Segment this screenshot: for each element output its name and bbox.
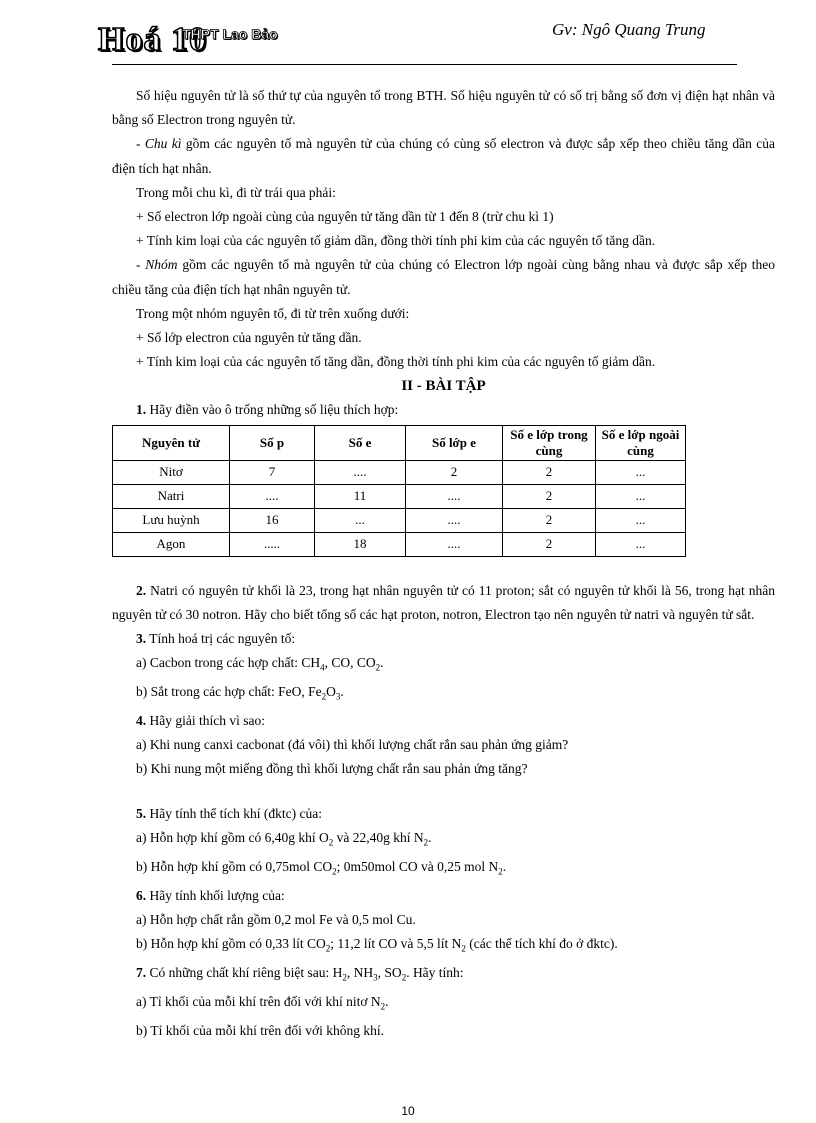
col-header: Số e lớp trong cùng [503,425,596,460]
table-cell: Lưu huỳnh [113,508,230,532]
table-cell: 2 [503,484,596,508]
q4-part-a: a) Khi nung canxi cacbonat (đá vôi) thì khối lượng chất rắn sau phản ứng giảm? [136,737,569,753]
nhom-definition: gồm các nguyên tố mà nguyên tử của chúng có Electron lớp ngoài cùng bằng nhau và được sắp xếp theo chiều tăng của điện tích hạt nhân nguyên tử. [112,257,775,297]
table-cell: ... [315,508,406,532]
col-header: Số lớp e [406,425,503,460]
q7-number: 7. [136,964,147,980]
atom-table [112,425,686,557]
col-header: Số p [230,425,315,460]
q6-text: Hãy tính khối lượng của: [146,887,285,903]
table-cell: .... [406,484,503,508]
group-intro: Trong một nhóm nguyên tố, đi từ trên xuống dưới: [136,305,410,321]
q3-text: Tính hoá trị các nguyên tố: [146,631,296,647]
q4-part-b: b) Khi nung một miếng đồng thì khối lượng chất rắn sau phản ứng tăng? [136,761,528,777]
q7-text-pre: Có những chất khí riêng biệt sau: [146,964,333,980]
q5-part-a: a) Hỗn hợp khí gồm có 6,40g khí $O_2$ và 22,40g khí $N_2$. [136,829,432,848]
school-name: THPT Lao Bảo [182,26,278,42]
table-cell: Nitơ [113,460,230,484]
table-cell: 16 [230,508,315,532]
logo-title: Hoá 10 [98,21,207,58]
q4-text: Hãy giải thích vì sao: [146,713,265,729]
q6-number: 6. [136,887,147,903]
table-cell: .... [315,460,406,484]
q2-text: Natri có nguyên tử khối là 23, trong hạt nhân nguyên tử có 11 proton; sắt có nguyên tử khối là 56, trong hạt nhân nguyên tử có 30 notron. Hãy cho biết tổng số các hạt proton, notron, Electron tạo nên nguyên tử natri và nguyên tử sắt. [112,582,775,622]
q5-number: 5. [136,805,147,821]
table-cell: 7 [230,460,315,484]
table-cell: ..... [230,532,315,556]
theory-atomic-number: Số hiệu nguyên tử là số thứ tự của nguyên tố trong BTH. Số hiệu nguyên tử có số trị bằng số đơn vị điện hạt nhân và bằng số Electron trong nguyên tử. [112,88,775,128]
teacher-name: Gv: Ngô Quang Trung [552,20,706,39]
q2-number: 2. [136,582,147,598]
period-rule-2: + Tính kim loại của các nguyên tố giảm dần, đồng thời tính phi kim của các nguyên tố tăng dần. [136,233,656,249]
q7-text-post: . Hãy tính: [406,964,464,980]
q3-a-text: a) Cacbon trong các hợp chất: [136,655,302,671]
term-chu-ki: - Chu kì [136,136,182,152]
q6-b-mid: ; 11,2 lít CO và 5,5 lít [330,936,452,952]
table-row [113,460,686,484]
q5-b-mid: ; 0m50mol CO và 0,25 mol [336,858,489,874]
table-header-row [113,425,686,460]
q7-a-pre: a) Tỉ khối của mỗi khí trên đối với khí nitơ [136,993,371,1009]
table-cell: 11 [315,484,406,508]
group-rule-2: + Tính kim loại của các nguyên tố tăng dần, đồng thời tính phi kim của các nguyên tố giảm dần. [136,354,656,370]
q7-part-a: a) Tỉ khối của mỗi khí trên đối với khí nitơ $N_2$. [136,993,389,1012]
question-2 [112,579,775,627]
table-cell: .... [230,484,315,508]
table-cell: .... [406,532,503,556]
table-cell: 2 [503,460,596,484]
col-header: Nguyên tử [113,425,230,460]
period-rule-1: + Số electron lớp ngoài cùng của nguyên tử tăng dần từ 1 đến 8 (trừ chu kì 1) [136,209,554,225]
table-cell: ... [596,484,686,508]
spacer [112,782,775,802]
spacer [112,557,775,579]
table-cell: 2 [503,532,596,556]
term-nhom: - Nhóm [136,257,178,273]
question-6 [112,884,775,908]
q6-b-pre: b) Hỗn hợp khí gồm có 0,33 lít [136,936,308,952]
q3-b-text: b) Sắt trong các hợp chất: [136,684,279,700]
q5-a-mid: và 22,40g khí [333,829,414,845]
q1-number: 1. [136,402,147,418]
q6-part-b: b) Hỗn hợp khí gồm có 0,33 lít $CO_2$; 11,2 lít CO và 5,5 lít $N_2$ (các thể tích khí đo ở đktc). [136,936,618,954]
table-row [113,508,686,532]
q5-part-b: b) Hỗn hợp khí gồm có 0,75mol $CO_2$; 0m50mol CO và 0,25 mol $N_2$. [136,858,507,877]
table-cell: 2 [503,508,596,532]
table-row [113,532,686,556]
q1-text: Hãy điền vào ô trống những số liệu thích hợp: [146,402,399,418]
col-header: Số e lớp ngoài cùng [596,425,686,460]
q3-part-b: b) Sắt trong các hợp chất: FeO, $Fe_2O_3$. [136,684,344,702]
col-header: Số e [315,425,406,460]
q3-number: 3. [136,631,147,647]
table-cell: Natri [113,484,230,508]
page-number: 10 [401,1104,415,1118]
table-cell: ... [596,532,686,556]
table-cell: 2 [406,460,503,484]
q7-part-b: b) Tỉ khối của mỗi khí trên đối với không khí. [136,1022,384,1038]
q5-a-pre: a) Hỗn hợp khí gồm có 6,40g khí [136,829,319,845]
period-intro: Trong mỗi chu kì, đi từ trái qua phải: [136,184,336,200]
question-4 [112,709,775,733]
table-cell: ... [596,508,686,532]
question-1 [112,398,775,422]
header-divider [112,64,737,65]
table-cell: ... [596,460,686,484]
q4-number: 4. [136,713,147,729]
chu-ki-definition: gồm các nguyên tố mà nguyên tử của chúng có cùng số electron và được sắp xếp theo chiều tăng dần của điện tích hạt nhân. [112,136,775,176]
q3-part-a: a) Cacbon trong các hợp chất: $CH_4$, CO, $CO_2$. [136,655,384,673]
theory-group-definition [112,253,775,301]
question-7: 7. Có những chất khí riêng biệt sau: $H_2$, $NH_3$, $SO_2$. Hãy tính: [136,964,464,983]
question-5 [112,802,775,826]
table-cell: 18 [315,532,406,556]
page-content [112,84,775,1043]
theory-period-definition [112,132,775,180]
table-cell: Agon [113,532,230,556]
section-title: II - BÀI TẬP [401,378,486,395]
q6-part-a: a) Hỗn hợp chất rắn gồm 0,2 mol Fe và 0,5 mol Cu. [136,911,416,927]
q5-b-pre: b) Hỗn hợp khí gồm có 0,75mol [136,858,314,874]
q5-text: Hãy tính thể tích khí (đktc) của: [146,805,322,821]
question-3 [112,627,775,651]
table-row [113,484,686,508]
group-rule-1: + Số lớp electron của nguyên tử tăng dần. [136,330,362,346]
table-cell: .... [406,508,503,532]
q6-b-post: (các thể tích khí đo ở đktc). [465,936,618,952]
